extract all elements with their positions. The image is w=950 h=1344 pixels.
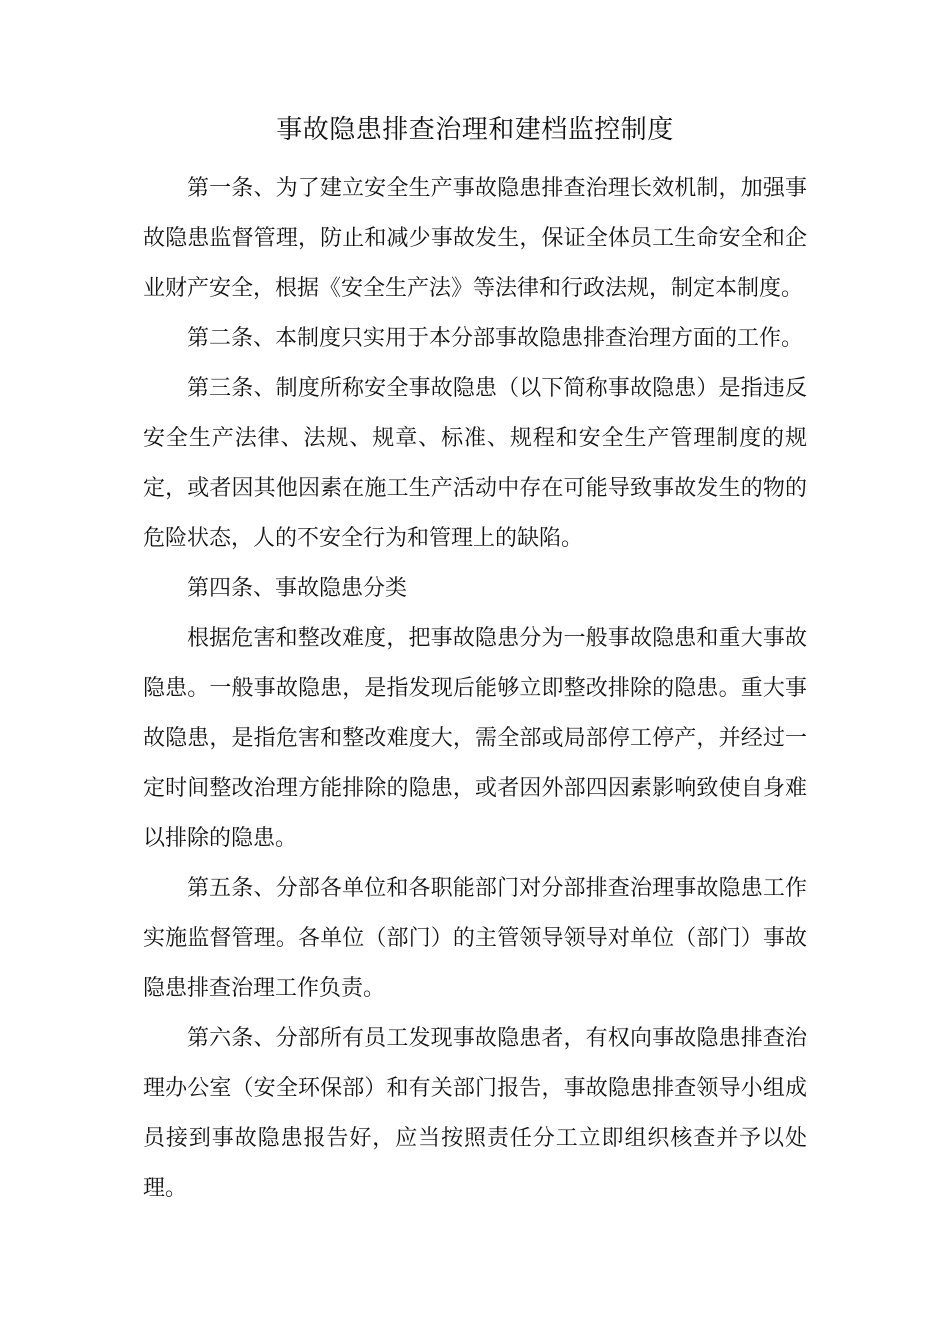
article-4: 第四条、事故隐患分类 xyxy=(187,576,408,601)
article-4-body: 根据危害和整改难度，把事故隐患分为一般事故隐患和重大事故隐患。一般事故隐患，是指发现后能够立即整改排除的隐患。重大事故隐患，是指危害和整改难度大，需全部或局部停工停产，并经过一定时间整改治理方能排除的隐患，或者因外部四因素影响致使自身难以排除的隐患。 xyxy=(143,626,807,851)
document-body xyxy=(143,164,807,1214)
article-5: 第五条、分部各单位和各职能部门对分部排查治理事故隐患工作实施监督管理。各单位（部门）的主管领导领导对单位（部门）事故隐患排查治理工作负责。 xyxy=(143,876,807,1001)
article-3: 第三条、制度所称安全事故隐患（以下简称事故隐患）是指违反安全生产法律、法规、规章、标准、规程和安全生产管理制度的规定，或者因其他因素在施工生产活动中存在可能导致事故发生的物的危险状态，人的不安全行为和管理上的缺陷。 xyxy=(143,376,807,551)
article-1: 第一条、为了建立安全生产事故隐患排查治理长效机制，加强事故隐患监督管理，防止和减少事故发生，保证全体员工生命安全和企业财产安全，根据《安全生产法》等法律和行政法规，制定本制度。 xyxy=(143,176,807,301)
document-title: 事故隐患排查治理和建档监控制度 xyxy=(276,115,674,145)
article-6: 第六条、分部所有员工发现事故隐患者，有权向事故隐患排查治理办公室（安全环保部）和有关部门报告，事故隐患排查领导小组成员接到事故隐患报告好，应当按照责任分工立即组织核查并予以处理。 xyxy=(143,1026,807,1201)
article-2: 第二条、本制度只实用于本分部事故隐患排查治理方面的工作。 xyxy=(187,326,804,351)
